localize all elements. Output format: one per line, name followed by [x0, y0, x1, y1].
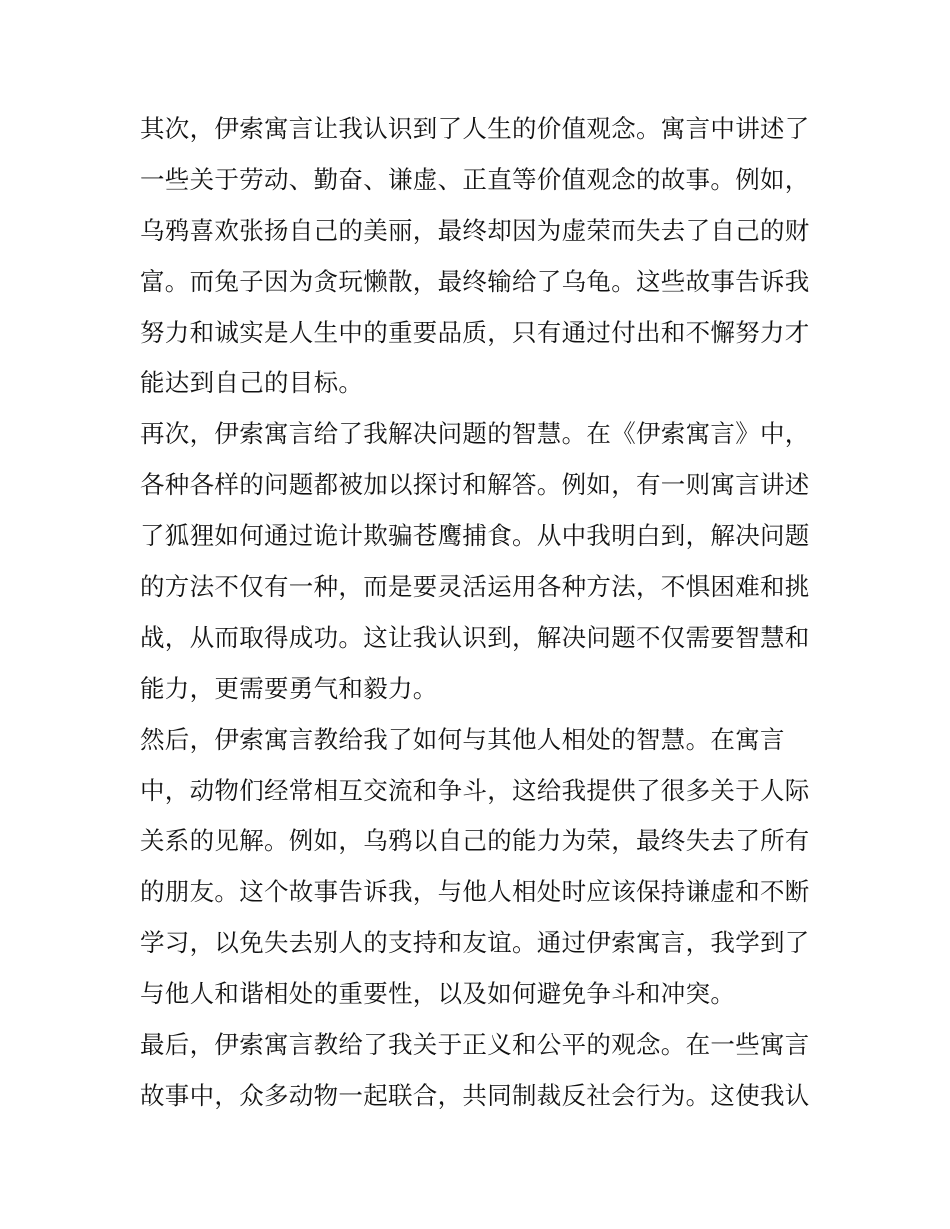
- text-line: 故事中，众多动物一起联合，共同制裁反社会行为。这使我认: [140, 1080, 810, 1110]
- text-line: 与他人和谐相处的重要性，以及如何避免争斗和冲突。: [140, 979, 736, 1009]
- text-line: 能达到自己的目标。: [140, 368, 364, 398]
- text-line: 然后，伊索寓言教给我了如何与其他人相处的智慧。在寓言: [140, 724, 785, 754]
- text-line: 最后，伊索寓言教给了我关于正义和公平的观念。在一些寓言: [140, 1030, 810, 1060]
- text-line: 中，动物们经常相互交流和争斗，这给我提供了很多关于人际: [140, 775, 810, 805]
- text-line: 战，从而取得成功。这让我认识到，解决问题不仅需要智慧和: [140, 622, 810, 652]
- text-line: 乌鸦喜欢张扬自己的美丽，最终却因为虚荣而失去了自己的财: [140, 215, 810, 245]
- text-line: 了狐狸如何通过诡计欺骗苍鹰捕食。从中我明白到，解决问题: [140, 521, 810, 551]
- text-line: 各种各样的问题都被加以探讨和解答。例如，有一则寓言讲述: [140, 470, 810, 500]
- paragraph-4: [140, 1020, 815, 1122]
- text-line: 的方法不仅有一种，而是要灵活运用各种方法，不惧困难和挑: [140, 572, 810, 602]
- paragraph-1: [140, 104, 815, 409]
- text-line: 其次，伊索寓言让我认识到了人生的价值观念。寓言中讲述了: [140, 114, 810, 143]
- text-line: 再次，伊索寓言给了我解决问题的智慧。在《伊索寓言》中，: [140, 419, 810, 449]
- text-line: 富。而兔子因为贪玩懒散，最终输给了乌龟。这些故事告诉我: [140, 266, 810, 296]
- document-body: [140, 104, 815, 1122]
- text-line: 关系的见解。例如，乌鸦以自己的能力为荣，最终失去了所有: [140, 826, 810, 856]
- text-line: 能力，更需要勇气和毅力。: [140, 673, 438, 703]
- text-line: 学习，以免失去别人的支持和友谊。通过伊索寓言，我学到了: [140, 928, 810, 958]
- paragraph-3: [140, 715, 815, 1020]
- text-line: 的朋友。这个故事告诉我，与他人相处时应该保持谦虚和不断: [140, 877, 810, 907]
- paragraph-2: [140, 409, 815, 714]
- text-line: 努力和诚实是人生中的重要品质，只有通过付出和不懈努力才: [140, 317, 810, 347]
- text-line: 一些关于劳动、勤奋、谦虚、正直等价值观念的故事。例如，: [140, 164, 810, 194]
